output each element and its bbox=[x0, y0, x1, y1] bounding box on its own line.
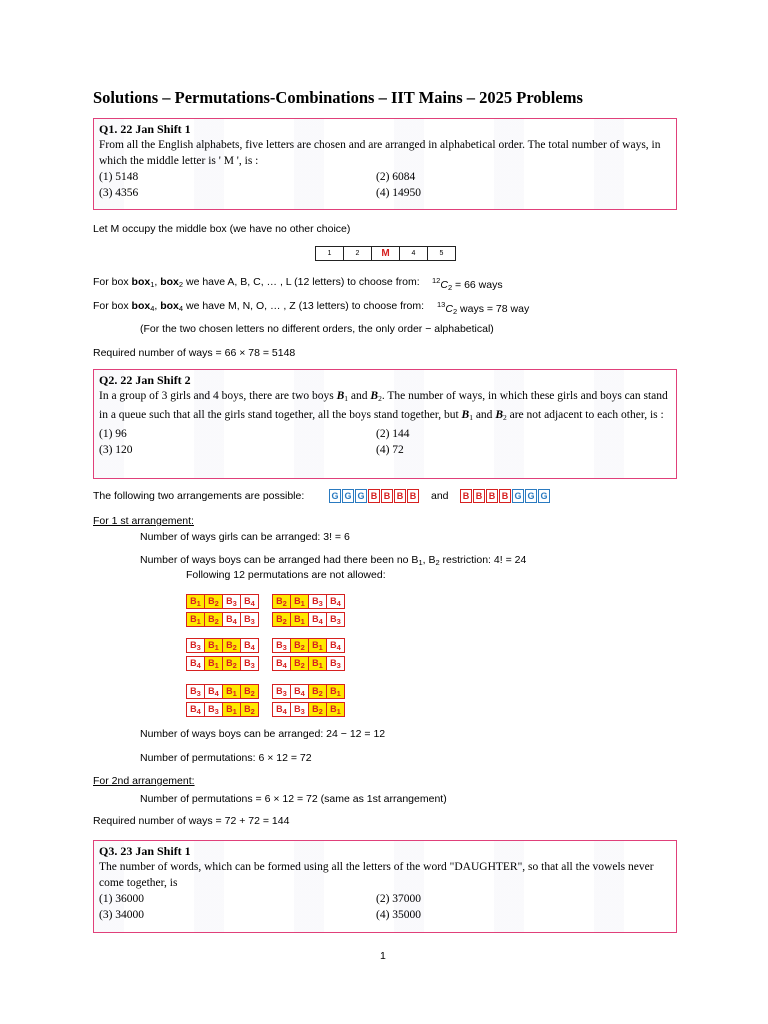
options-grid bbox=[99, 891, 671, 923]
letter-boxes bbox=[316, 246, 456, 261]
solution-line: Number of permutations = 6 × 12 = 72 (same as 1st arrangement) bbox=[140, 793, 447, 805]
permutation: $B_3$ $B_2$ $B_1$ $B_4$ bbox=[272, 638, 344, 653]
solution-line: Let M occupy the middle box (we have no other choice) bbox=[93, 223, 351, 235]
boy-cell: B bbox=[460, 489, 472, 503]
solution-result: Required number of ways = 66 × 78 = 5148 bbox=[93, 347, 296, 359]
solution-line: Number of ways boys can be arranged: 24 − 12 = 12 bbox=[140, 728, 386, 740]
option-2: (2) 37000 bbox=[376, 893, 422, 905]
question-box-q3 bbox=[93, 840, 677, 933]
option-1: (1) 5148 bbox=[99, 171, 139, 183]
boy-cell: B bbox=[394, 489, 406, 503]
permutation: $B_1$ $B_2$ $B_3$ $B_4$ bbox=[186, 594, 258, 609]
solution-line: The following two arrangements are possible: bbox=[93, 490, 305, 502]
option-4: (4) 14950 bbox=[376, 187, 422, 199]
permutation: $B_3$ $B_4$ $B_1$ $B_2$ bbox=[186, 684, 258, 699]
option-1: (1) 96 bbox=[99, 428, 127, 440]
solution-line: Number of ways boys can be arranged had there been no $B_1$, $B_2$ restriction: 4! = 24 bbox=[140, 554, 527, 567]
boy-cell: B bbox=[407, 489, 419, 503]
girl-cell: G bbox=[512, 489, 524, 503]
box-cell-middle: M bbox=[371, 246, 400, 261]
question-text: The number of words, which can be formed using all the letters of the word "DAUGHTER", so that all the vowels never come together, is bbox=[99, 861, 654, 889]
solution-line: Following 12 permutations are not allowed: bbox=[186, 569, 386, 581]
question-text: From all the English alphabets, five letters are chosen and are arranged in alphabetical order. The total number of ways, in which the middle letter is ' M ', is : bbox=[99, 139, 661, 167]
boy-cell: B bbox=[368, 489, 380, 503]
arrangement-2 bbox=[460, 489, 551, 503]
box-cell: 2 bbox=[343, 246, 372, 261]
box-cell: 4 bbox=[399, 246, 428, 261]
boy-cell: B bbox=[499, 489, 511, 503]
solution-line: For box box$_1$, box$_2$ we have A, B, C, … , L (12 letters) to choose from: bbox=[93, 276, 420, 289]
permutation: $B_4$ $B_1$ $B_2$ $B_3$ bbox=[186, 656, 258, 671]
page-number: 1 bbox=[380, 950, 386, 962]
boy-cell: B bbox=[486, 489, 498, 503]
section-heading: For 2nd arrangement: bbox=[93, 775, 195, 787]
section-heading: For 1 st arrangement: bbox=[93, 515, 194, 527]
boy-cell: B bbox=[473, 489, 485, 503]
solution-line: Number of ways girls can be arranged: 3! = 6 bbox=[140, 531, 350, 543]
girl-cell: G bbox=[342, 489, 354, 503]
arrangement-1 bbox=[329, 489, 420, 503]
page-title: Solutions – Permutations-Combinations – IIT Mains – 2025 Problems bbox=[93, 88, 583, 107]
girl-cell: G bbox=[355, 489, 367, 503]
question-box-q2 bbox=[93, 369, 677, 479]
option-2: (2) 6084 bbox=[376, 171, 416, 183]
question-heading: Q3. 23 Jan Shift 1 bbox=[99, 844, 191, 858]
option-3: (3) 4356 bbox=[99, 187, 139, 199]
girl-cell: G bbox=[525, 489, 537, 503]
solution-line: For box box$_4$, box$_4$ we have M, N, O, … , Z (13 letters) to choose from: bbox=[93, 300, 425, 313]
question-heading: Q2. 22 Jan Shift 2 bbox=[99, 373, 191, 387]
option-2: (2) 144 bbox=[376, 428, 410, 440]
option-1: (1) 36000 bbox=[99, 893, 145, 905]
question-text: In a group of 3 girls and 4 boys, there are two boys $B_1$ and $B_2$. The number of ways, in which these girls and boys can stand in a queue such that all the girls stand together, all the boys stand together, but $B_1$ and $B_2$ are not adjacent to each other, is : bbox=[99, 390, 668, 422]
boy-cell: B bbox=[381, 489, 393, 503]
permutation: $B_2$ $B_1$ $B_3$ $B_4$ bbox=[272, 594, 344, 609]
box-cell: 1 bbox=[315, 246, 344, 261]
option-4: (4) 72 bbox=[376, 444, 404, 456]
option-3: (3) 120 bbox=[99, 444, 133, 456]
solution-note: (For the two chosen letters no different orders, the only order − alphabetical) bbox=[140, 323, 494, 335]
girl-cell: G bbox=[329, 489, 341, 503]
options-grid bbox=[99, 169, 671, 201]
combination-value: $^{13}C_2$ ways = 78 way bbox=[437, 300, 530, 316]
permutation: $B_3$ $B_1$ $B_2$ $B_4$ bbox=[186, 638, 258, 653]
and-label: and bbox=[431, 490, 449, 502]
box-cell: 5 bbox=[427, 246, 456, 261]
combination-value: $^{12}C_2 = 66$ ways bbox=[432, 276, 503, 292]
permutation: $B_4$ $B_2$ $B_1$ $B_3$ bbox=[272, 656, 344, 671]
options-grid bbox=[99, 426, 671, 458]
question-box-q1 bbox=[93, 118, 677, 210]
permutation: $B_2$ $B_1$ $B_4$ $B_3$ bbox=[272, 612, 344, 627]
permutation: $B_4$ $B_3$ $B_2$ $B_1$ bbox=[272, 702, 344, 717]
solution-result: Required number of ways = 72 + 72 = 144 bbox=[93, 815, 290, 827]
question-heading: Q1. 22 Jan Shift 1 bbox=[99, 122, 191, 136]
girl-cell: G bbox=[538, 489, 550, 503]
permutation: $B_4$ $B_3$ $B_1$ $B_2$ bbox=[186, 702, 258, 717]
option-4: (4) 35000 bbox=[376, 909, 422, 921]
solution-line: Number of permutations: 6 × 12 = 72 bbox=[140, 752, 312, 764]
option-3: (3) 34000 bbox=[99, 909, 145, 921]
permutation: $B_3$ $B_4$ $B_2$ $B_1$ bbox=[272, 684, 344, 699]
permutation: $B_1$ $B_2$ $B_4$ $B_3$ bbox=[186, 612, 258, 627]
